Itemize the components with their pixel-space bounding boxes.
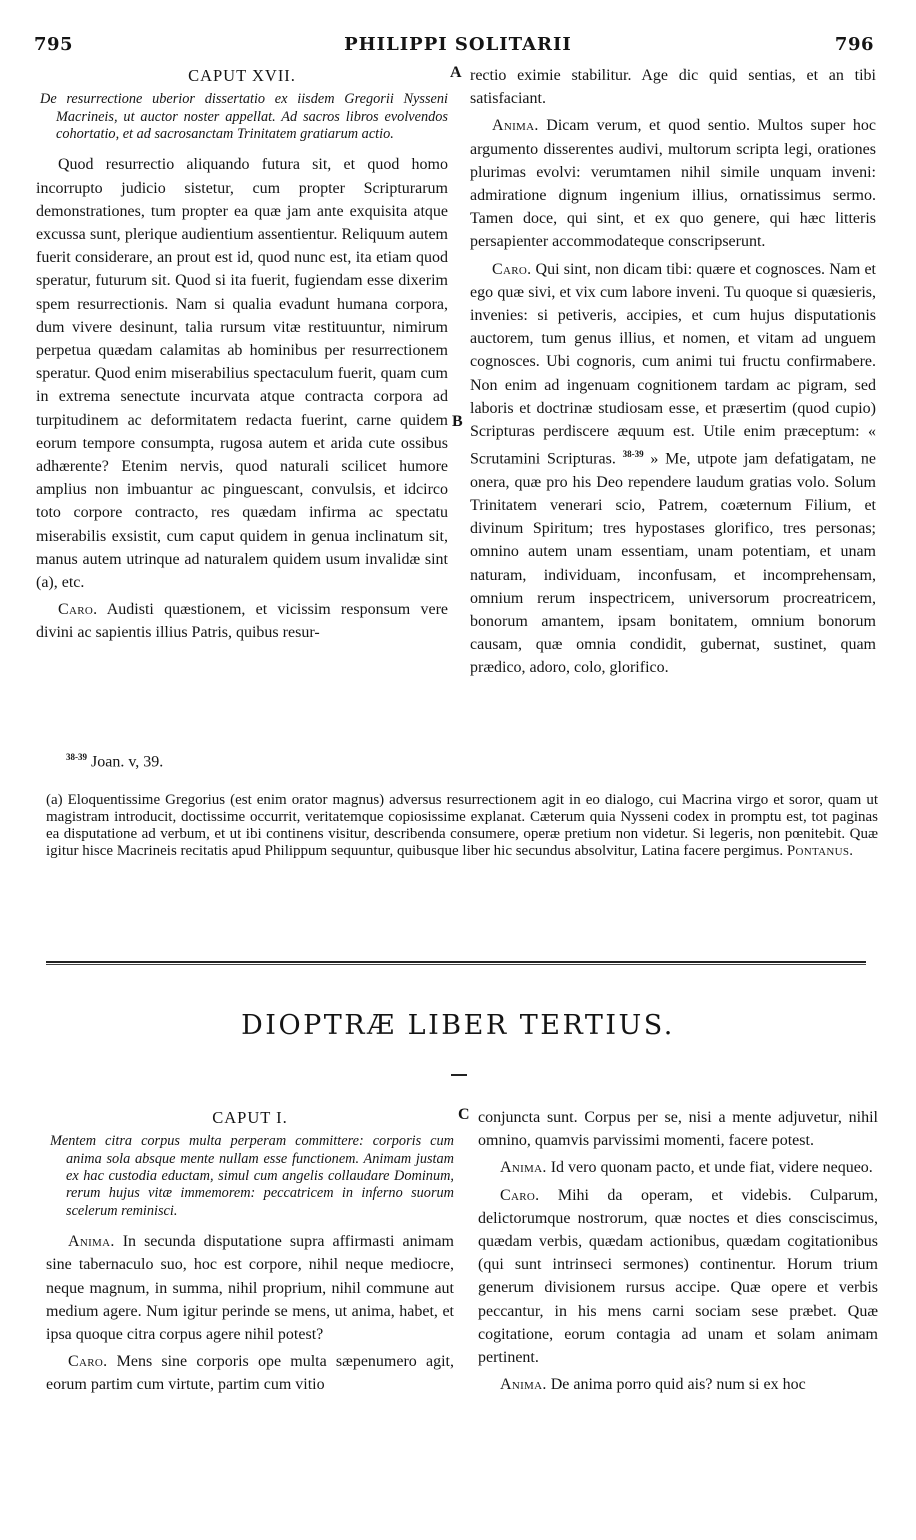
left-page-number: 795 [34, 34, 74, 55]
section1-left-paragraph-2: Caro. Audisti quæstionem, et vicissim responsum vere divini ac sapientis illius Patris, quibus resur- [36, 601, 448, 642]
caput-i-title: CAPUT I. [212, 1108, 288, 1127]
section1-left-column [36, 64, 448, 645]
editor-footnote [46, 792, 878, 860]
section2-right-paragraph-1: conjuncta sunt. Corpus per se, nisi a mente adjuvetur, nihil omnino, quamvis parvissimi momenti, facere potest. [478, 1109, 878, 1150]
margin-marker-c: C [458, 1106, 470, 1123]
speaker-label: Anima. [492, 117, 539, 135]
caput-xvii-summary: De resurrectione uberior dissertatio ex iisdem Gregorii Nysseni Macrineis, ut auctor noster appellat. Ad sacros libros evolvendos cohortatio, et ad sacrosanctam Trinitatem gratiarum actio. [40, 91, 448, 143]
section2-left-paragraph-1: Anima. In secunda disputatione supra affirmasti animam sine tabernaculo suo, hoc est corpore, nihil neque mediocre, neque magnum, in summa, nihil proprium, nihil commune aut medium agere. Num igitur perinde se mens, ut anima, habet, et ipsa quoque citra corpus agere nihil potest? [46, 1233, 454, 1344]
footnote-text: (a) Eloquentissime Gregorius (est enim orator magnus) adversus resurrectionem agit in eo dialogo, cui Macrina virgo et soror, quam ut magistram introducit, doctissime occurrit, veritatemque copiosissime explanat. Cæterum quia Nysseni codex in promptu est, tot paginas ea disputatione ad verbum, et ut ibi continens visitur, describenda consumere, operæ pretium non videtur. Si legeris, non pœnitebit. Quæ igitur hisce Macrineis recitatis apud Philippum sequuntur, quibusque liber hic secundus absolvitur, Latina facere pergimus. [46, 792, 878, 859]
section2-left-column [46, 1106, 454, 1397]
scripture-citation: Joan. v, 39. [87, 753, 164, 771]
section2-right-paragraph-3: Caro. Mihi da operam, et videbis. Culparum, delictorumque nostrorum, quæ noctes et dies consciscimus, quædam verbis, quædam actionibus, quædam cogitationibus (qui sunt intrinseci sermones) continentur. Horum trium generum divisionem rursus accipe. Quæ opere et verbis peccantur, in his mens carni sociam sese præbet. Quæ cogitatione, eorum contagia ad unam et solam animam pertinent. [478, 1186, 878, 1367]
margin-marker-a: A [450, 64, 462, 81]
title-dash [451, 1074, 467, 1076]
section1-right-column [470, 64, 876, 680]
section2-right-paragraph-4: Anima. De anima porro quid ais? num si ex hoc [500, 1376, 806, 1394]
speaker-label: Anima. [500, 1159, 547, 1177]
section2-left-paragraph-2: Caro. Mens sine corporis ope multa sæpenumero agit, eorum partim cum virtute, partim cum vitio [46, 1353, 454, 1394]
section-divider-rule [46, 961, 866, 965]
margin-marker-b: B [452, 413, 463, 430]
speaker-label: Anima. [68, 1233, 115, 1251]
speaker-label: Anima. [500, 1376, 547, 1394]
section2-right-paragraph-2: Anima. Id vero quonam pacto, et unde fiat, videre nequeo. [500, 1159, 873, 1177]
scripture-ref-mark: 38-39 [622, 449, 644, 460]
caput-xvii-title: CAPUT XVII. [188, 66, 296, 85]
section1-right-paragraph-3: Caro. Qui sint, non dicam tibi: quære et cognosces. Nam et ego quæ sivi, et vix cum labore inveni. Tu quoque si quæsieris, invenies: si petiveris, accipies, et cum hujus disputationis auctorem, tum genus illius, et nomen, et vitam ad unguem cognosces. Ubi cognoris, cum animi tui fructu confirmabere. Non enim ad ingenuam cognitionem tardam ac pigram, sed laboris et doctrinæ studiosam esse, et præsertim (quod cupio) Scripturas perdiscere æquum est. Utile enim præceptum: « Scrutamini Scripturas. $^{38-39}$ » Me, utpote jam defatigatam, ne onera, quæ pro his Deo rependere laudum gratias volo. Solum Trinitatem venerari scio, Patrem, coæternum Filium, et divinum Spiritum; tres hypostases glorifico, tres personas; omnino autem unam essentiam, unam potentiam, et unam naturam, individuam, inconfusam, et incomprehensam, omnium rerum inspectricem, universorum procreatricem, bonorum amantem, ipsam bonitatem, omnium bonorum causam, quæ omnia condidit, gubernat, sustinet, quam prædico, adoro, colo, glorifico. [470, 260, 876, 677]
right-page-number: 796 [834, 34, 874, 55]
scripture-ref-mark: 38-39 [66, 752, 87, 762]
speaker-label: Caro. [68, 1353, 108, 1371]
speaker-label: Caro. [500, 1186, 540, 1204]
section1-right-paragraph-2: Anima. Dicam verum, et quod sentio. Multos super hoc argumento disserentes audivi, multorum scripta legi, orationes plurimas evolvi: verumtamen nihil simile unquam inveni: admiratione dignum ingenium illius, ornatissimus sermo. Tamen doce, qui sint, et ex quo genere, qui hæc litteris persapienter accommodateque conscripserunt. [470, 117, 876, 251]
book-title: DIOPTRÆ LIBER TERTIUS. [241, 1010, 675, 1041]
section1-left-paragraph-1: Quod resurrectio aliquando futura sit, et quod homo incorrupto judicio sistetur, cum propter Scripturarum demonstrationes, tum propter ea quæ jam ante exquisita atque excussa sunt, plerique audientium assentientur. Reliquum autem fuerit considerare, an prout est id, quod nunc est, ita etiam quod speratur, futurum sit. Quod si ita fuerit, fugiendam esse dixerim spem resurrectionis. Nam si qualia evadunt humana corpora, dum vivere desinunt, talia rursum vitæ restituuntur, nimirum perpetua quædam calamitas ab hominibus per resurrectionem speratur. Quod enim miserabilius spectaculum fuerit, quam cum in extrema senectute incurvata atque contracta corpora ad turpitudinem ac deformitatem redacta fuerint, carne quidem eorum tempore consumpta, rugosa autem et arida cute ossibus adhærente? Etenim nervis, quod naturali scilicet humore amplius non imbuantur ac pinguescant, convulsis, et idcirco toto corpore contracto, res quædam infirma ac spectatu miserabilis exsistit, cum caput quidem in genua inclinatum sit, manus autem utrinque ad naturalem quidem usum invalidæ sint (a), etc. [36, 156, 448, 592]
scripture-footnote [66, 752, 163, 771]
speaker-label: Caro. [58, 601, 98, 619]
section2-right-column [478, 1106, 878, 1396]
running-title: PHILIPPI SOLITARII [344, 34, 572, 55]
section1-right-paragraph-1: rectio eximie stabilitur. Age dic quid sentias, et an tibi satisfaciant. [470, 67, 876, 108]
speaker-label: Caro. [492, 260, 532, 278]
footnote-signature: Pontanus. [786, 843, 854, 859]
caput-i-summary: Mentem citra corpus multa perperam committere: corporis cum anima sola absque mente nullam esse functionem. Animam justam ex hac custodia eductam, simul cum angelis collaudare Dominum, rerum hujus vitæ immemorem: peccatricem in inferno suorum scelerum reminisci. [50, 1133, 454, 1219]
